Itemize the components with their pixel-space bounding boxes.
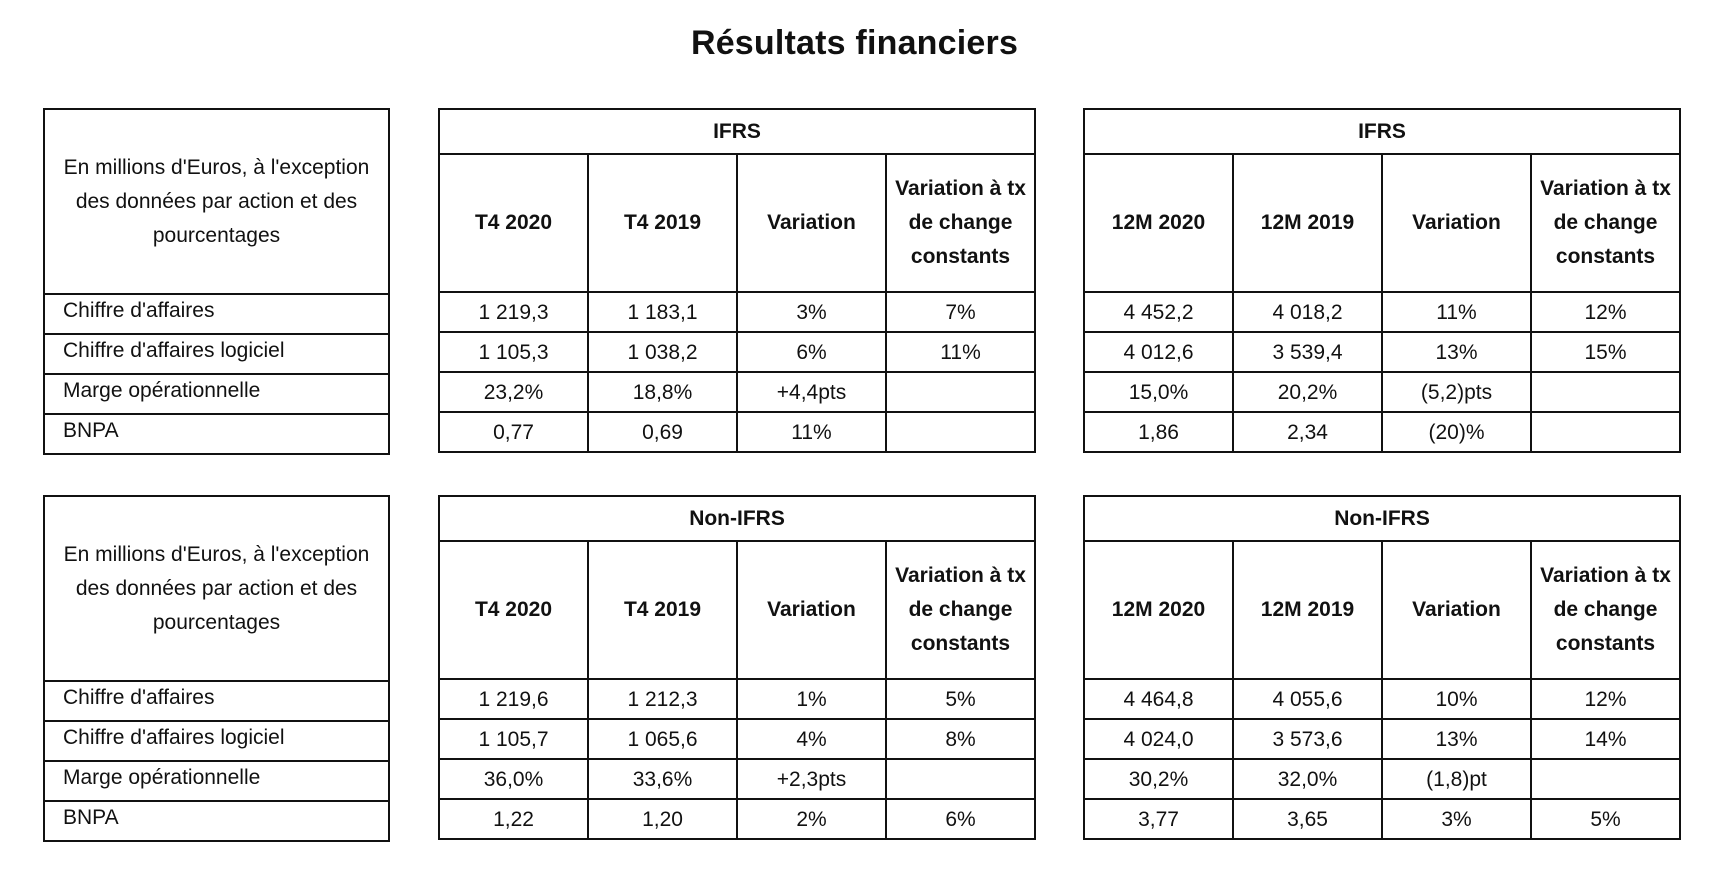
table-cell: 30,2% <box>1084 759 1233 799</box>
table-cell: 3% <box>1382 799 1531 839</box>
table-row <box>1084 332 1680 372</box>
table-cell: 4% <box>737 719 886 759</box>
row-label-software-revenue: Chiffre d'affaires logiciel <box>44 334 389 374</box>
table-cell: 4 012,6 <box>1084 332 1233 372</box>
table-cell: 23,2% <box>439 372 588 412</box>
table-cell: 2% <box>737 799 886 839</box>
table-cell: 1,86 <box>1084 412 1233 452</box>
table-cell: 33,6% <box>588 759 737 799</box>
table-cell: 3 539,4 <box>1233 332 1382 372</box>
non-ifrs-fy-table <box>1083 495 1681 840</box>
table-row <box>1084 292 1680 332</box>
table-cell: 3,65 <box>1233 799 1382 839</box>
table-cell: 36,0% <box>439 759 588 799</box>
table-row <box>439 332 1035 372</box>
table-cell: 12% <box>1531 679 1680 719</box>
table-cell <box>1531 759 1680 799</box>
table-row <box>1084 412 1680 452</box>
table-row <box>439 679 1035 719</box>
table-row <box>439 799 1035 839</box>
table-cell: +4,4pts <box>737 372 886 412</box>
table-cell: 1% <box>737 679 886 719</box>
table-cell <box>886 759 1035 799</box>
label-header: En millions d'Euros, à l'exception des données par action et des pourcentages <box>44 109 389 294</box>
table-row <box>1084 679 1680 719</box>
table-cell: 1 212,3 <box>588 679 737 719</box>
row-label-revenue: Chiffre d'affaires <box>44 681 389 721</box>
table-cell: 5% <box>1531 799 1680 839</box>
ifrs-label-table <box>43 108 390 455</box>
page-title: Résultats financiers <box>690 24 1019 62</box>
table-cell: (20)% <box>1382 412 1531 452</box>
table-cell: (1,8)pt <box>1382 759 1531 799</box>
ifrs-q4-table <box>438 108 1036 453</box>
column-header: Variation à tx de change constants <box>886 541 1035 679</box>
table-cell: 4 055,6 <box>1233 679 1382 719</box>
table-cell: 1 219,3 <box>439 292 588 332</box>
table-row <box>1084 372 1680 412</box>
non-ifrs-q4-table <box>438 495 1036 840</box>
table-cell: 6% <box>737 332 886 372</box>
column-header: 12M 2020 <box>1084 541 1233 679</box>
table-cell: 1,22 <box>439 799 588 839</box>
column-header: T4 2019 <box>588 541 737 679</box>
table-cell: +2,3pts <box>737 759 886 799</box>
table-cell: 8% <box>886 719 1035 759</box>
table-cell: 11% <box>1382 292 1531 332</box>
table-cell: 1 065,6 <box>588 719 737 759</box>
table-cell: 3 573,6 <box>1233 719 1382 759</box>
table-cell: 7% <box>886 292 1035 332</box>
table-cell: 0,69 <box>588 412 737 452</box>
group-header: IFRS <box>1084 109 1680 154</box>
table-cell <box>1531 412 1680 452</box>
column-header: Variation <box>1382 154 1531 292</box>
table-cell: 5% <box>886 679 1035 719</box>
row-label-eps: BNPA <box>44 801 389 841</box>
table-cell: 1 105,7 <box>439 719 588 759</box>
table-row <box>1084 759 1680 799</box>
table-row <box>1084 799 1680 839</box>
table-row <box>439 372 1035 412</box>
table-cell: 15,0% <box>1084 372 1233 412</box>
table-cell <box>886 372 1035 412</box>
column-header: T4 2020 <box>439 541 588 679</box>
column-header: Variation à tx de change constants <box>1531 154 1680 292</box>
table-cell: 1 038,2 <box>588 332 737 372</box>
table-cell <box>1531 372 1680 412</box>
table-cell: 13% <box>1382 719 1531 759</box>
column-header: Variation <box>737 154 886 292</box>
row-label-operating-margin: Marge opérationnelle <box>44 761 389 801</box>
column-header: 12M 2019 <box>1233 541 1382 679</box>
table-cell: 6% <box>886 799 1035 839</box>
table-row <box>439 412 1035 452</box>
group-header: Non-IFRS <box>439 496 1035 541</box>
table-cell: 4 452,2 <box>1084 292 1233 332</box>
table-cell: 15% <box>1531 332 1680 372</box>
ifrs-fy-table <box>1083 108 1681 453</box>
row-label-eps: BNPA <box>44 414 389 454</box>
table-cell: 2,34 <box>1233 412 1382 452</box>
column-header: 12M 2020 <box>1084 154 1233 292</box>
table-row <box>439 719 1035 759</box>
table-cell: 1 105,3 <box>439 332 588 372</box>
table-cell: 13% <box>1382 332 1531 372</box>
column-header: Variation <box>737 541 886 679</box>
table-cell: 1 183,1 <box>588 292 737 332</box>
label-header: En millions d'Euros, à l'exception des données par action et des pourcentages <box>44 496 389 681</box>
table-row <box>1084 719 1680 759</box>
row-label-software-revenue: Chiffre d'affaires logiciel <box>44 721 389 761</box>
table-cell <box>886 412 1035 452</box>
table-row <box>439 759 1035 799</box>
column-header: 12M 2019 <box>1233 154 1382 292</box>
table-cell: 11% <box>737 412 886 452</box>
table-cell: 3,77 <box>1084 799 1233 839</box>
row-label-operating-margin: Marge opérationnelle <box>44 374 389 414</box>
table-cell: 20,2% <box>1233 372 1382 412</box>
column-header: T4 2020 <box>439 154 588 292</box>
group-header: Non-IFRS <box>1084 496 1680 541</box>
column-header: Variation à tx de change constants <box>1531 541 1680 679</box>
table-cell: 4 024,0 <box>1084 719 1233 759</box>
table-cell: 10% <box>1382 679 1531 719</box>
table-cell: 14% <box>1531 719 1680 759</box>
table-cell: 1 219,6 <box>439 679 588 719</box>
column-header: Variation <box>1382 541 1531 679</box>
non-ifrs-label-table <box>43 495 390 842</box>
group-header: IFRS <box>439 109 1035 154</box>
table-cell: 0,77 <box>439 412 588 452</box>
table-row <box>439 292 1035 332</box>
table-cell: 18,8% <box>588 372 737 412</box>
column-header: Variation à tx de change constants <box>886 154 1035 292</box>
table-cell: 11% <box>886 332 1035 372</box>
table-cell: 1,20 <box>588 799 737 839</box>
table-cell: 12% <box>1531 292 1680 332</box>
table-cell: 3% <box>737 292 886 332</box>
row-label-revenue: Chiffre d'affaires <box>44 294 389 334</box>
table-cell: 4 464,8 <box>1084 679 1233 719</box>
column-header: T4 2019 <box>588 154 737 292</box>
table-cell: (5,2)pts <box>1382 372 1531 412</box>
table-cell: 4 018,2 <box>1233 292 1382 332</box>
table-cell: 32,0% <box>1233 759 1382 799</box>
